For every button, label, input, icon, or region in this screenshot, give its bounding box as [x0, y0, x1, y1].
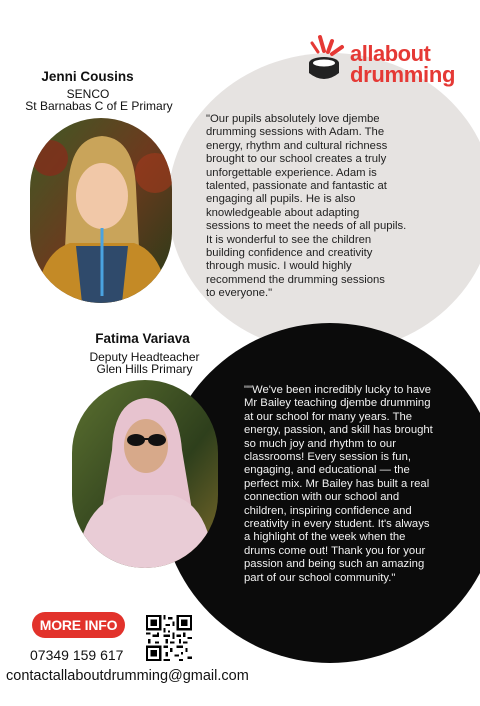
quote-line: building confidence and creativity — [206, 247, 373, 260]
quote-line: knowledgeable about adapting — [206, 206, 360, 219]
brand-logo — [306, 33, 456, 89]
testimonial-1-quote — [206, 113, 436, 301]
testimonial-2-role: Deputy Headteacher — [89, 350, 200, 364]
quote-line: It is wonderful to see the children — [206, 233, 372, 246]
testimonial-2-quote — [244, 384, 466, 585]
quote-line: energy, rhythm and cultural richness — [206, 139, 388, 152]
quote-line: classrooms! Every session is fun, — [244, 451, 411, 464]
quote-line: drums come out! Thank you for your — [244, 544, 426, 557]
quote-line: through music. I would highly — [206, 260, 352, 273]
quote-line: talented, passionate and fantastic at — [206, 180, 387, 193]
testimonial-1-school: St Barnabas C of E Primary — [25, 99, 173, 113]
quote-line: a highlight of the week when the — [244, 531, 406, 544]
quote-line: energy, passion, and skill has brought — [244, 424, 433, 437]
quote-line: drumming sessions with Adam. The — [206, 126, 385, 139]
quote-line: Mr Bailey teaching djembe drumming — [244, 397, 431, 410]
quote-line: children, inspiring confidence and — [244, 504, 412, 517]
quote-line: brought to our school creates a truly — [206, 153, 387, 166]
email-address[interactable]: contactallaboutdrumming@gmail.com — [6, 668, 249, 684]
quote-line: part of our school community." — [244, 571, 396, 584]
more-info-button[interactable]: MORE INFO — [32, 612, 125, 638]
logo-text-allabout: allabout — [350, 41, 431, 66]
quote-line: so much joy and rhythm to our — [244, 437, 396, 450]
quote-line: engaging, and educational — the — [244, 464, 410, 477]
quote-line: ""We've been incredibly lucky to have — [244, 384, 432, 396]
phone-number: 07349 159 617 — [30, 647, 124, 663]
qr-code-icon[interactable] — [146, 615, 192, 661]
quote-line: passion and being such an amazing — [244, 558, 425, 571]
testimonial-2-name: Fatima Variava — [95, 331, 190, 346]
quote-line: sessions to meet the needs of all pupils. — [206, 220, 407, 233]
quote-line: engaging all pupils. He is also — [206, 193, 356, 206]
quote-line: "Our pupils absolutely love djembe — [206, 113, 380, 125]
quote-line: unforgettable experience. Adam is — [206, 166, 377, 179]
logo-text-drumming: drumming — [350, 62, 456, 87]
testimonial-1-photo — [30, 118, 172, 303]
testimonial-1-name: Jenni Cousins — [41, 69, 134, 84]
quote-line: to everyone." — [206, 287, 273, 300]
quote-line: perfect mix. Mr Bailey has built a real — [244, 477, 430, 490]
quote-line: recommend the drumming sessions — [206, 273, 385, 286]
quote-line: at our school for many years. The — [244, 410, 413, 423]
testimonial-2-photo — [72, 380, 218, 568]
testimonial-1-role: SENCO — [66, 87, 110, 101]
quote-line: creativity in every student. It's always — [244, 518, 430, 531]
drum-logo-icon — [306, 33, 346, 85]
testimonial-2-school: Glen Hills Primary — [96, 362, 193, 376]
quote-line: connection with our school and — [244, 491, 400, 504]
